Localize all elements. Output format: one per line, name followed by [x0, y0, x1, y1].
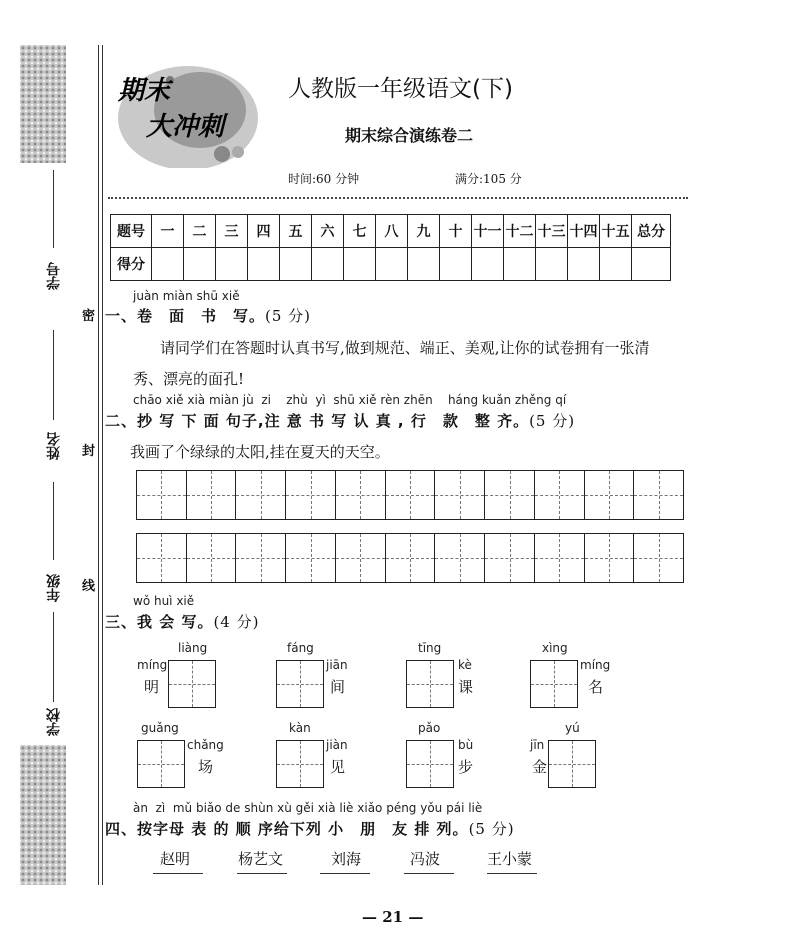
- section1-title: 一、卷 面 书 写。: [105, 307, 266, 325]
- writing-cell[interactable]: [336, 534, 386, 582]
- section1-pinyin: juàn miàn shū xiě: [133, 289, 240, 303]
- section2-points: (5 分): [529, 412, 576, 430]
- writing-cell[interactable]: [585, 471, 635, 519]
- section2-pinyin: chāo xiě xià miàn jù zi zhù yì shū xiě rèn zhēn háng kuǎn zhěng qí: [133, 393, 567, 407]
- seal-char-xian: 线: [82, 579, 96, 594]
- section2-sentence: 我画了个绿绿的太阳,挂在夏天的天空。: [130, 443, 390, 461]
- writing-cell[interactable]: [634, 534, 683, 582]
- label-grade: 年级: [46, 574, 62, 602]
- score-table-header-row: [111, 215, 671, 248]
- item7-pinyin-top: pǎo: [418, 721, 441, 735]
- item5-pinyin-top: guǎng: [141, 721, 179, 735]
- score-cell: 二: [184, 215, 216, 248]
- score-cell: 十: [440, 215, 472, 248]
- writing-cell[interactable]: [485, 471, 535, 519]
- item5-writing-box[interactable]: [137, 740, 185, 788]
- binding-divider: [98, 45, 99, 885]
- section1-heading: [105, 305, 311, 326]
- writing-cell[interactable]: [435, 534, 485, 582]
- writing-cell[interactable]: [386, 471, 436, 519]
- score-cell: 七: [344, 215, 376, 248]
- item8-pinyin-top: yú: [565, 721, 580, 735]
- score-table: [110, 214, 671, 281]
- item3-writing-box[interactable]: [406, 660, 454, 708]
- writing-cell[interactable]: [535, 471, 585, 519]
- binding-line-school: [53, 612, 54, 702]
- seal-char-mi: 密: [82, 309, 96, 324]
- item4-pinyin-side: míng: [580, 658, 611, 672]
- page-number: — 21 —: [362, 908, 424, 926]
- score-cell: 六: [312, 215, 344, 248]
- full-score: 满分:105 分: [455, 172, 522, 186]
- binding-pattern-bottom: [20, 745, 66, 885]
- item6-pinyin-top: kàn: [289, 721, 311, 735]
- score-row-label: 得分: [111, 248, 152, 281]
- name-3: 刘海: [331, 850, 362, 868]
- item4-pinyin-top: xìng: [542, 641, 568, 655]
- score-cell: 十四: [568, 215, 600, 248]
- score-cell: 三: [216, 215, 248, 248]
- score-cell: 四: [248, 215, 280, 248]
- page-subtitle: 期末综合演练卷二: [345, 126, 474, 145]
- writing-cell[interactable]: [187, 534, 237, 582]
- section2-title: 二、抄 写 下 面 句子,注 意 书 写 认 真 , 行 款 整 齐。: [105, 412, 530, 430]
- writing-cell[interactable]: [435, 471, 485, 519]
- answer-line-4[interactable]: [404, 873, 454, 874]
- score-input-cell[interactable]: [376, 248, 408, 281]
- item2-pinyin-side: jiān: [326, 658, 348, 672]
- item8-pinyin-side: jīn: [530, 738, 545, 752]
- section4-heading: [105, 818, 515, 839]
- label-school: 学校: [46, 708, 62, 736]
- name-4: 冯波: [410, 850, 441, 868]
- item6-writing-box[interactable]: [276, 740, 324, 788]
- item7-word: 步: [458, 758, 474, 776]
- item1-pinyin-side: míng: [137, 658, 168, 672]
- binding-pattern-top: [20, 45, 66, 163]
- score-cell: 一: [152, 215, 184, 248]
- item7-pinyin-side: bù: [458, 738, 474, 752]
- score-input-cell[interactable]: [600, 248, 632, 281]
- seal-char-feng: 封: [82, 444, 96, 459]
- answer-line-2[interactable]: [237, 873, 287, 874]
- score-input-cell[interactable]: [216, 248, 248, 281]
- logo-text-1: 期末: [118, 76, 171, 106]
- writing-grid-row-2[interactable]: [136, 533, 684, 583]
- writing-cell[interactable]: [585, 534, 635, 582]
- item1-writing-box[interactable]: [168, 660, 216, 708]
- section1-text-line1: 请同学们在答题时认真书写,做到规范、端正、美观,让你的试卷拥有一张清: [160, 339, 650, 357]
- writing-cell[interactable]: [236, 471, 286, 519]
- writing-cell[interactable]: [634, 471, 683, 519]
- name-1: 赵明: [160, 850, 191, 868]
- writing-cell[interactable]: [485, 534, 535, 582]
- name-5: 王小蒙: [487, 850, 533, 868]
- score-input-cell[interactable]: [344, 248, 376, 281]
- item5-word: 场: [198, 758, 214, 776]
- answer-line-1[interactable]: [153, 873, 203, 874]
- score-input-cell[interactable]: [248, 248, 280, 281]
- writing-grid-row-1[interactable]: [136, 470, 684, 520]
- binding-divider-inner: [102, 45, 103, 885]
- writing-cell[interactable]: [137, 534, 187, 582]
- answer-line-5[interactable]: [487, 873, 537, 874]
- time-limit: 时间:60 分钟: [288, 172, 360, 186]
- item3-pinyin-top: tīng: [418, 641, 442, 655]
- score-cell: 总分: [632, 215, 671, 248]
- section3-points: (4 分): [213, 613, 260, 631]
- section1-text-line2: 秀、漂亮的面孔!: [133, 370, 245, 388]
- item2-writing-box[interactable]: [276, 660, 324, 708]
- item4-word: 名: [588, 678, 604, 696]
- item1-word: 明: [144, 678, 160, 696]
- item1-pinyin-top: liàng: [178, 641, 208, 655]
- binding-line-id: [53, 170, 54, 248]
- score-input-cell[interactable]: [408, 248, 440, 281]
- item6-word: 见: [330, 758, 346, 776]
- score-cell: 十二: [504, 215, 536, 248]
- score-cell: 八: [376, 215, 408, 248]
- item8-writing-box[interactable]: [548, 740, 596, 788]
- score-input-cell[interactable]: [440, 248, 472, 281]
- writing-cell[interactable]: [535, 534, 585, 582]
- item2-word: 间: [330, 678, 346, 696]
- logo: [108, 58, 258, 168]
- writing-cell[interactable]: [386, 534, 436, 582]
- page-title: 人教版一年级语文(下): [288, 76, 513, 102]
- item8-word: 金: [532, 758, 548, 776]
- score-input-cell[interactable]: [152, 248, 184, 281]
- header-divider: [108, 197, 688, 199]
- section1-points: (5 分): [265, 307, 312, 325]
- item5-pinyin-side: chǎng: [187, 738, 224, 752]
- section2-heading: [105, 410, 575, 431]
- score-cell: 十三: [536, 215, 568, 248]
- score-cell: 十五: [600, 215, 632, 248]
- item4-writing-box[interactable]: [530, 660, 578, 708]
- item6-pinyin-side: jiàn: [326, 738, 348, 752]
- section4-pinyin: àn zì mǔ biǎo de shùn xù gěi xià liè xiǎo péng yǒu pái liè: [133, 801, 483, 815]
- item3-word: 课: [458, 678, 474, 696]
- score-input-cell[interactable]: [184, 248, 216, 281]
- item2-pinyin-top: fáng: [287, 641, 314, 655]
- writing-cell[interactable]: [137, 471, 187, 519]
- item3-pinyin-side: kè: [458, 658, 472, 672]
- section4-points: (5 分): [468, 820, 515, 838]
- writing-cell[interactable]: [286, 471, 336, 519]
- section3-heading: [105, 611, 259, 632]
- score-cell: 五: [280, 215, 312, 248]
- writing-cell[interactable]: [236, 534, 286, 582]
- score-input-cell[interactable]: [632, 248, 671, 281]
- score-input-cell[interactable]: [280, 248, 312, 281]
- score-input-cell[interactable]: [568, 248, 600, 281]
- label-student-id: 学号: [46, 262, 62, 290]
- score-input-cell[interactable]: [504, 248, 536, 281]
- score-input-cell[interactable]: [312, 248, 344, 281]
- binding-line-grade: [53, 482, 54, 560]
- score-cell: 题号: [111, 215, 152, 248]
- label-name: 姓名: [46, 432, 62, 460]
- score-input-cell[interactable]: [472, 248, 504, 281]
- answer-line-3[interactable]: [320, 873, 370, 874]
- binding-line-name: [53, 330, 54, 420]
- logo-text-2: 大冲刺: [146, 112, 225, 142]
- item7-writing-box[interactable]: [406, 740, 454, 788]
- score-cell: 九: [408, 215, 440, 248]
- writing-cell[interactable]: [286, 534, 336, 582]
- writing-cell[interactable]: [336, 471, 386, 519]
- section3-pinyin: wǒ huì xiě: [133, 594, 195, 608]
- writing-cell[interactable]: [187, 471, 237, 519]
- score-cell: 十一: [472, 215, 504, 248]
- section4-title: 四、按字母 表 的 顺 序给下列 小 朋 友 排 列。: [105, 820, 469, 838]
- score-input-cell[interactable]: [536, 248, 568, 281]
- name-2: 杨艺文: [238, 850, 284, 868]
- score-table-score-row: [111, 248, 671, 281]
- section3-title: 三、我 会 写。: [105, 613, 214, 631]
